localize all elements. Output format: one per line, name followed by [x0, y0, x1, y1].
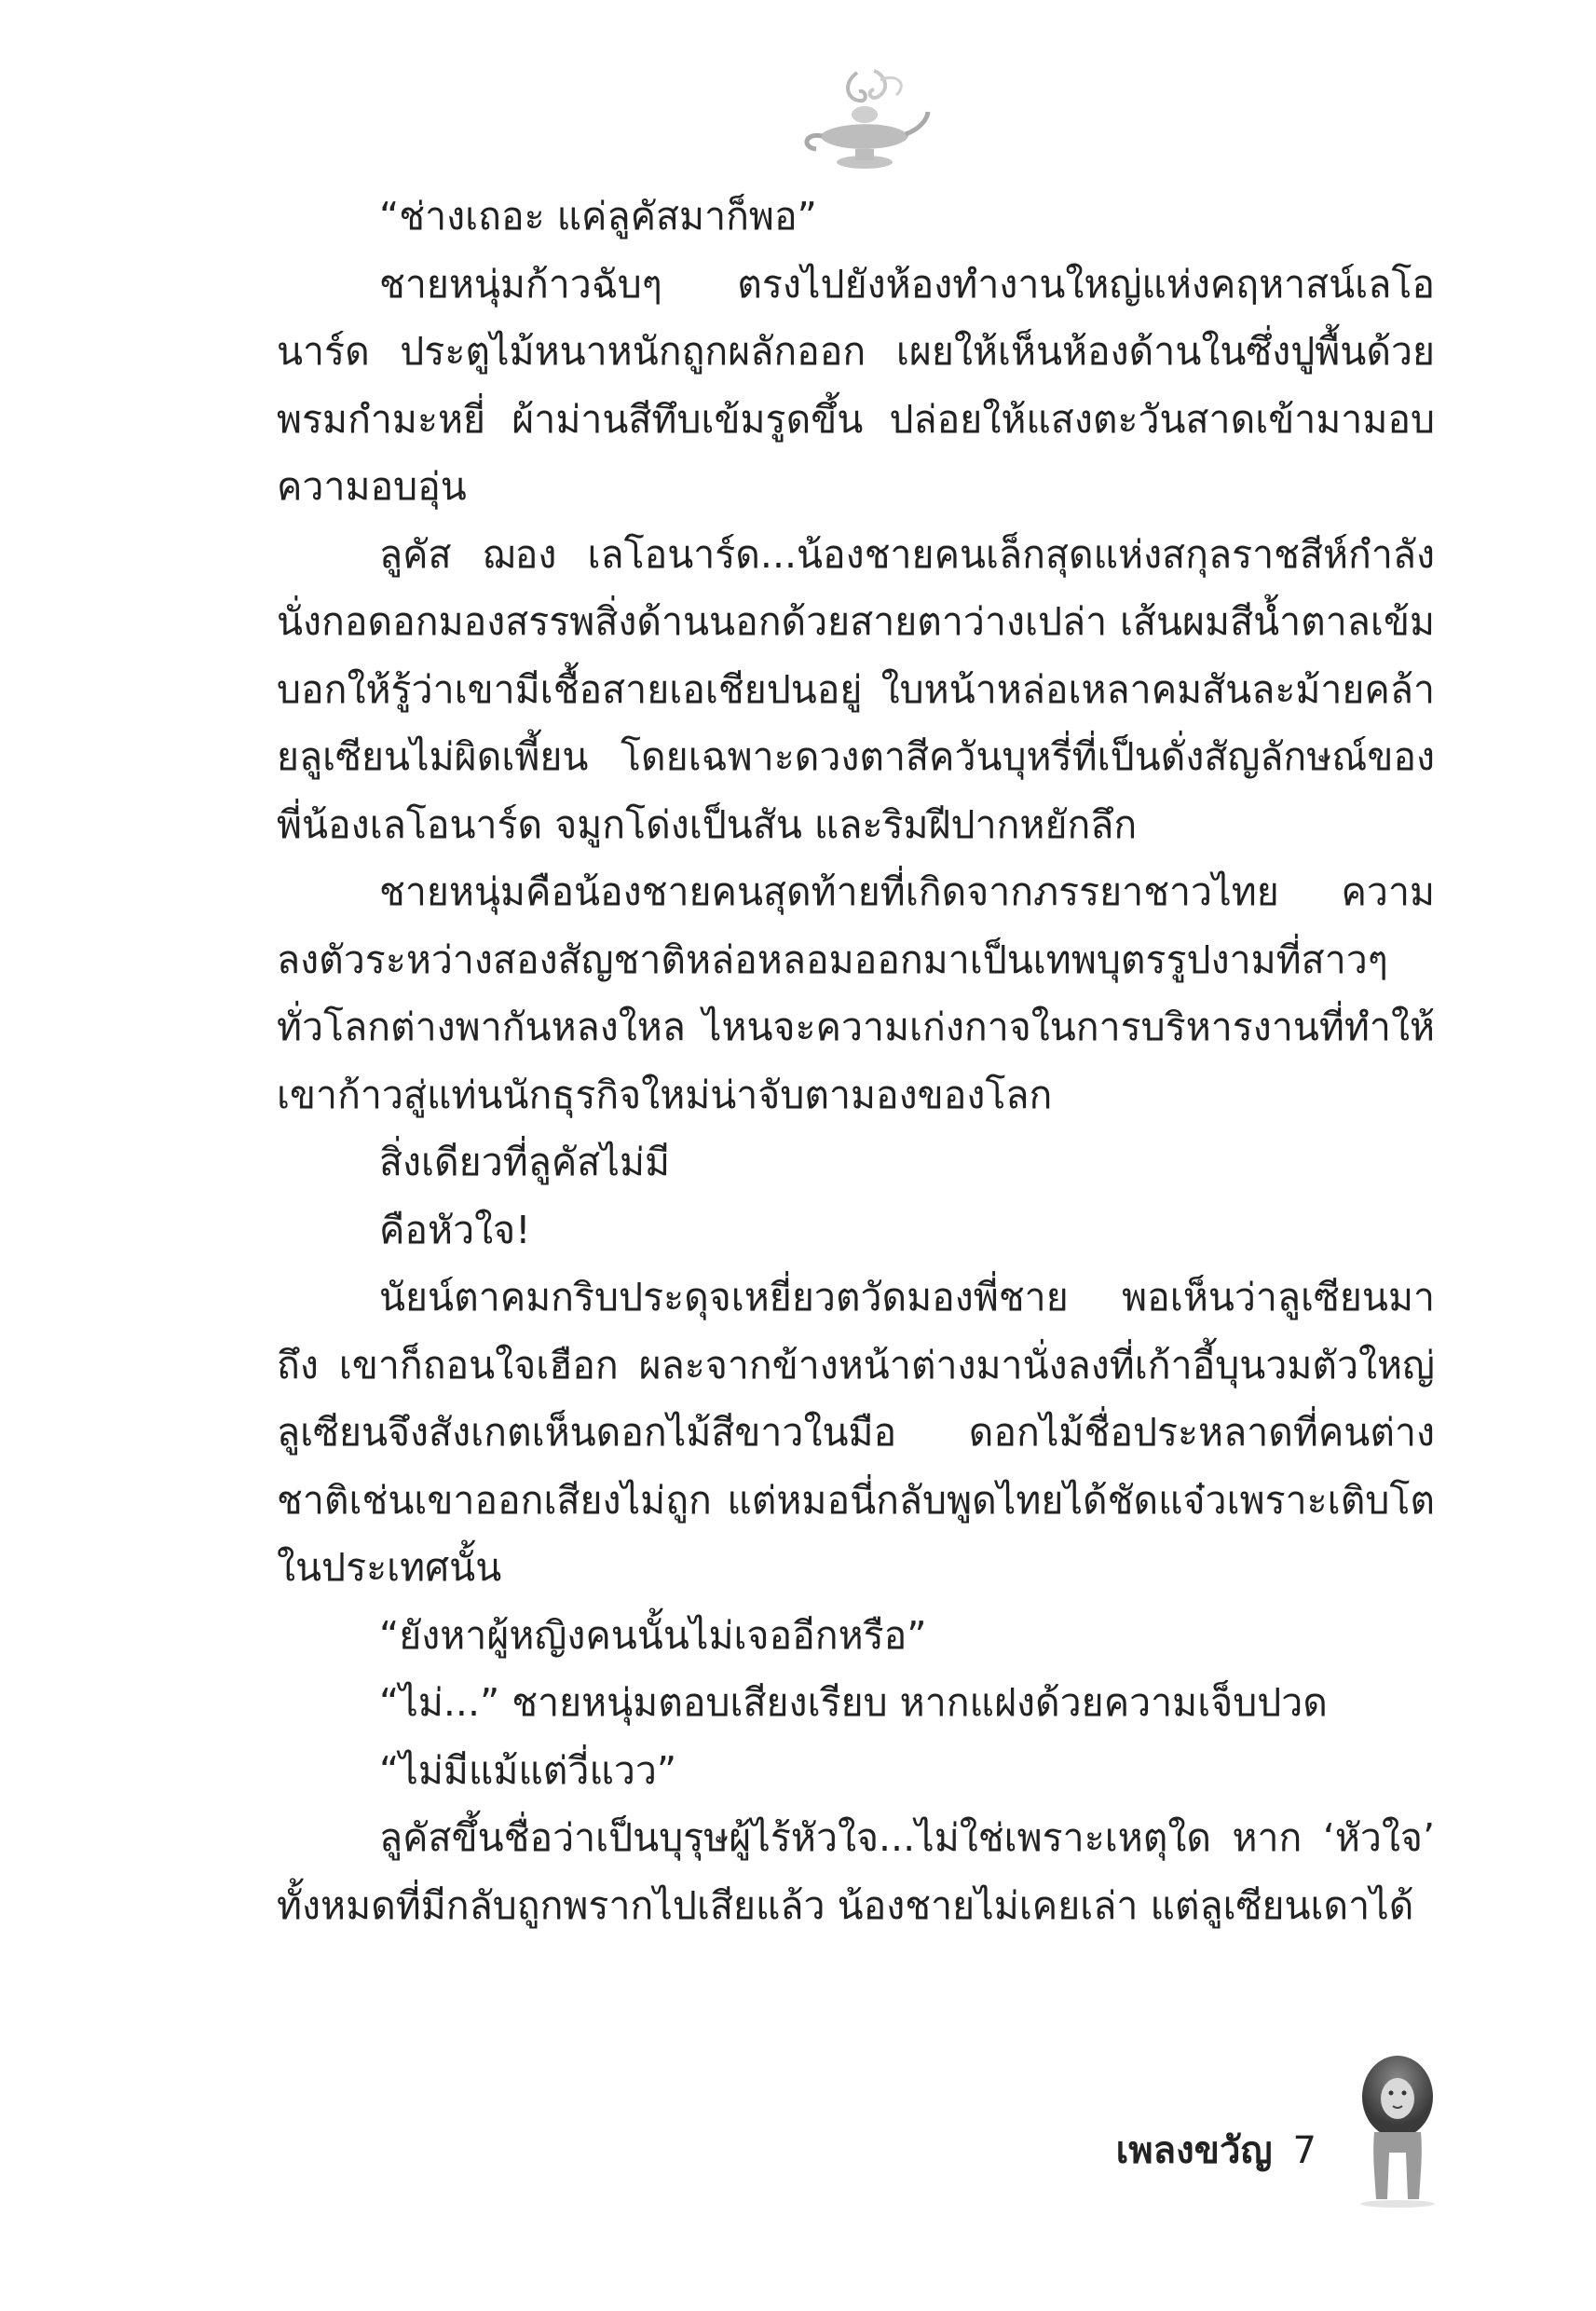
lion-icon [1346, 2050, 1449, 2208]
book-title: เพลงขวัญ [1115, 2129, 1273, 2172]
paragraph: สิ่งเดียวที่ลูคัสไม่มี [379, 1140, 671, 1184]
body-text [277, 183, 1435, 1939]
dialogue-paragraph: “ไม่มีแม้แต่วี่แวว” [379, 1747, 677, 1793]
paragraph: ลูคัสขึ้นชื่อว่าเป็นบุรุษผู้ไร้หัวใจ...ไม่ใช่เพราะเหตุใด หาก ‘หัวใจ’ ทั้งหมดที่มีกลับถูกพรากไปเสียแล้ว น้องชายไม่เคยเล่า แต่ลูเซียนเดาได้ [277, 1815, 1435, 1928]
magic-lamp-icon [792, 63, 932, 185]
paragraph: ชายหนุ่มก้าวฉับๆ ตรงไปยังห้องทำงานใหญ่แห่งคฤหาสน์เลโอนาร์ด ประตูไม้หนาหนักถูกผลักออก เผยให้เห็นห้องด้านในซึ่งปูพื้นด้วยพรมกำมะหยี่ ผ้าม่านสีทึบเข้มรูดขึ้น ปล่อยให้แสงตะวันสาดเข้ามามอบความอบอุ่น [277, 261, 1435, 509]
paragraph: ชายหนุ่มคือน้องชายคนสุดท้ายที่เกิดจากภรรยาชาวไทย ความลงตัวระหว่างสองสัญชาติหล่อหลอมออกมาเป็นเทพบุตรรูปงามที่สาวๆ ทั่วโลกต่างพากันหลงใหล ไหนจะความเก่งกาจในการบริหารงานที่ทำให้เขาก้าวสู่แท่นนักธุรกิจใหม่น่าจับตามองของโลก [277, 869, 1435, 1117]
paragraph: คือหัวใจ! [379, 1207, 531, 1252]
paragraph: นัยน์ตาคมกริบประดุจเหยี่ยวตวัดมองพี่ชาย พอเห็นว่าลูเซียนมาถึง เขาก็ถอนใจเฮือก ผละจากข้างหน้าต่างมานั่งลงที่เก้าอี้บุนวมตัวใหญ่ ลูเซียนจึงสังเกตเห็นดอกไม้สีขาวในมือ ดอกไม้ชื่อประหลาดที่คนต่างชาติเช่นเขาออกเสียงไม่ถูก แต่หมอนี่กลับพูดไทยได้ชัดแจ๋วเพราะเติบโตในประเทศนั้น [277, 1275, 1435, 1590]
dialogue-paragraph: “ช่างเถอะ แค่ลูคัสมาก็พอ” [379, 194, 817, 239]
paragraph: ลูคัส ฌอง เลโอนาร์ด...น้องชายคนเล็กสุดแห่งสกุลราชสีห์กำลังนั่งกอดอกมองสรรพสิ่งด้านนอกด้วยสายตาว่างเปล่า เส้นผมสีน้ำตาลเข้มบอกให้รู้ว่าเขามีเชื้อสายเอเชียปนอยู่ ใบหน้าหล่อเหลาคมสันละม้ายคล้ายลูเซียนไม่ผิดเพี้ยน โดยเฉพาะดวงตาสีควันบุหรี่ที่เป็นดั่งสัญลักษณ์ของพี่น้องเลโอนาร์ด จมูกโด่งเป็นสัน และริมฝีปากหยักลึก [277, 531, 1435, 847]
page-number: 7 [1292, 2129, 1316, 2172]
page-footer [1116, 2120, 1316, 2180]
dialogue-paragraph: “ยังหาผู้หญิงคนนั้นไม่เจออีกหรือ” [379, 1612, 927, 1658]
dialogue-paragraph: “ไม่...” ชายหนุ่มตอบเสียงเรียบ หากแฝงด้วยความเจ็บปวด [379, 1680, 1328, 1725]
